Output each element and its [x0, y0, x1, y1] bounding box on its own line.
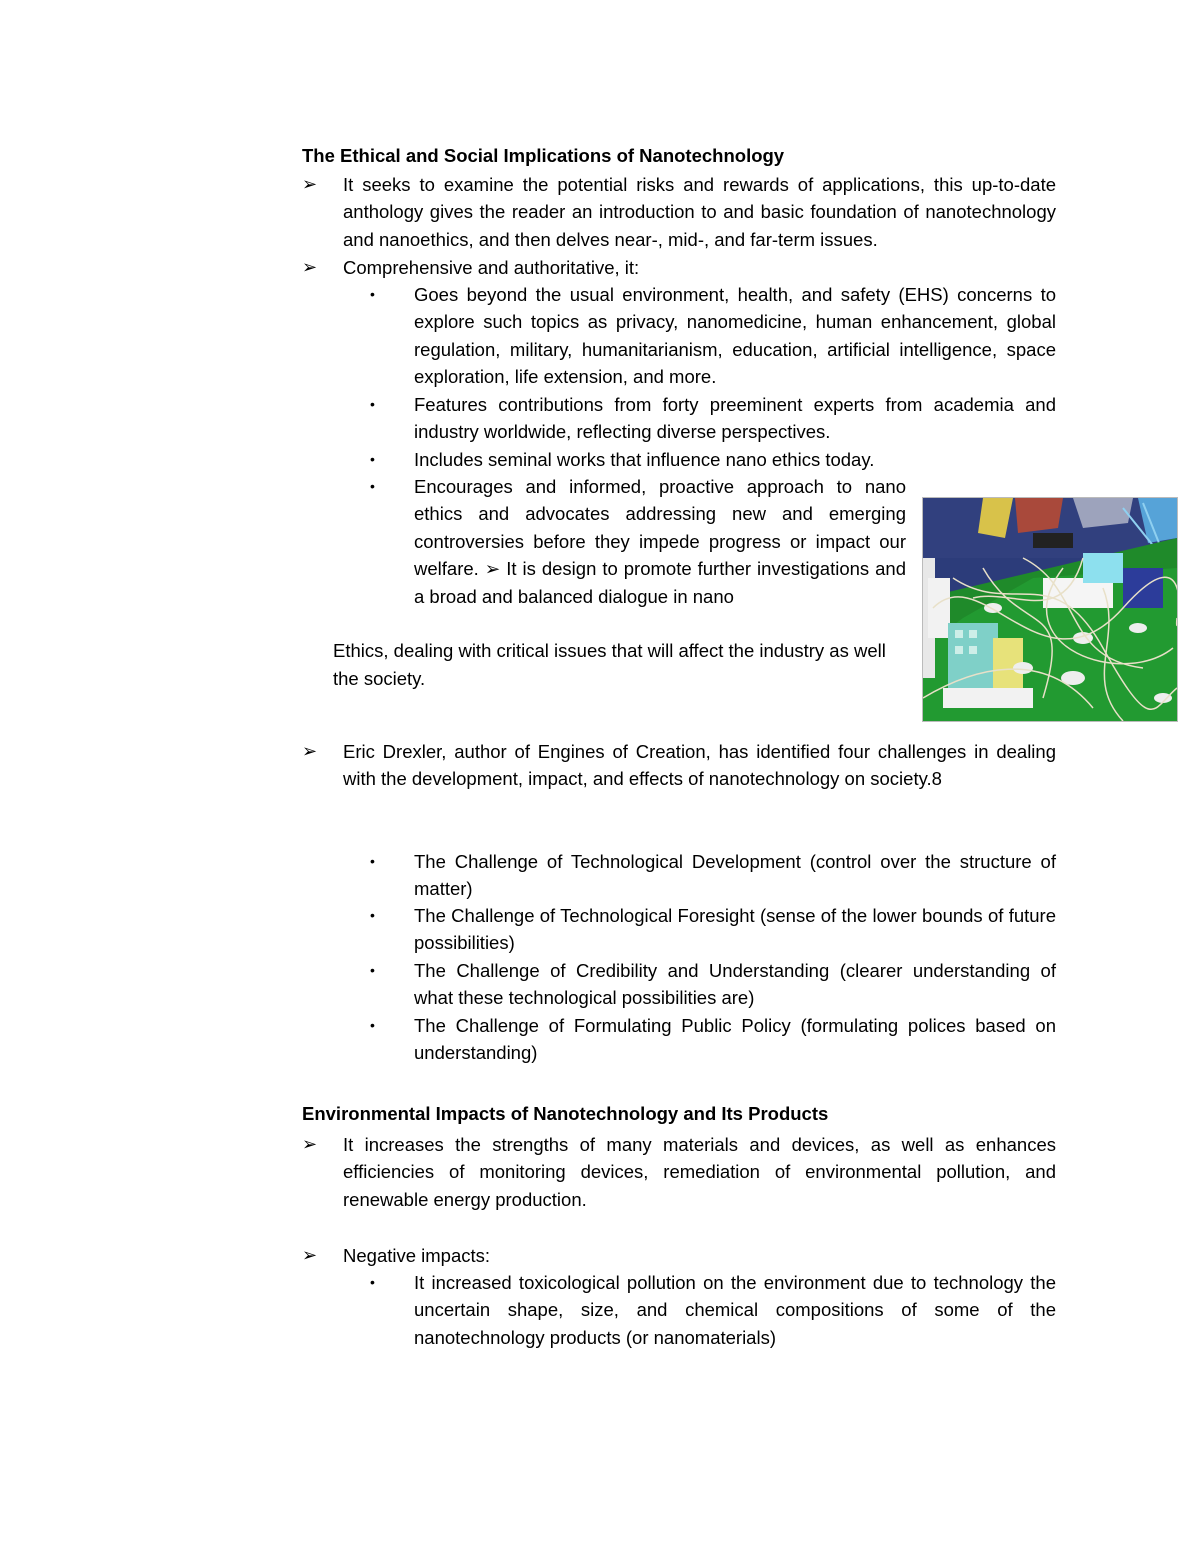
bullet-text: It increased toxicological pollution on the environment due to technology the uncertain shape, size, and chemical compositions of some of the nanotechnology products (or nanomaterials) — [414, 1272, 1056, 1348]
bullet-dot-icon: • — [370, 286, 375, 302]
bullet-list-item — [370, 848, 1056, 903]
arrow-bullet-icon: ➢ — [302, 257, 318, 277]
bullet-list-item — [370, 957, 1056, 1012]
paragraph-text: It increases the strengths of many materials and devices, as well as enhances efficiencies of monitoring devices, remediation of environmental pollution, and renewable energy production. — [343, 1134, 1056, 1210]
bullet-dot-icon: • — [370, 962, 375, 978]
arrow-bullet-icon: ➢ — [302, 741, 318, 761]
paragraph-text: Comprehensive and authoritative, it: — [343, 257, 640, 278]
bullet-dot-icon: • — [370, 1274, 375, 1290]
arrow-list-item — [302, 738, 1056, 793]
arrow-bullet-icon: ➢ — [302, 1245, 318, 1265]
continuation-text: Ethics, dealing with critical issues that will affect the industry as well the society. — [333, 640, 886, 689]
bullet-text: The Challenge of Credibility and Understanding (clearer understanding of what these technological possibilities are) — [414, 960, 1056, 1009]
section-heading-environmental: Environmental Impacts of Nanotechnology and Its Products — [302, 1103, 829, 1124]
arrow-bullet-icon: ➢ — [302, 1134, 318, 1154]
paragraph-text: Negative impacts: — [343, 1245, 491, 1266]
bullet-text: Features contributions from forty preeminent experts from academia and industry worldwide, reflecting diverse perspectives. — [414, 394, 1056, 443]
bullet-list-item — [370, 391, 1056, 446]
paragraph-text: It seeks to examine the potential risks and rewards of applications, this up-to-date anthology gives the reader an introduction to and basic foundation of nanotechnology and nanoethics, and then delves near-, mid-, and far-term issues. — [343, 174, 1056, 250]
bullet-list-item — [370, 1012, 1056, 1067]
arrow-list-item — [302, 254, 1056, 281]
bullet-list-item — [370, 446, 1056, 473]
bullet-dot-icon: • — [370, 396, 375, 412]
section-heading-ethics: The Ethical and Social Implications of Nanotechnology — [302, 145, 785, 166]
bullet-dot-icon: • — [370, 1017, 375, 1033]
paragraph-text: Eric Drexler, author of Engines of Creation, has identified four challenges in dealing with the development, impact, and effects of nanotechnology on society.8 — [343, 741, 1056, 790]
bullet-dot-icon: • — [370, 451, 375, 467]
bullet-text: Encourages and informed, proactive approach to nano ethics and advocates addressing new and emerging controversies before they impede progress or impact our welfare. ➢ It is design to promote further investigations and a broad and balanced dialogue in nano — [414, 476, 906, 607]
bullet-text: The Challenge of Technological Foresight (sense of the lower bounds of future possibilities) — [414, 905, 1056, 954]
bullet-dot-icon: • — [370, 907, 375, 923]
nanotech-city-model-image — [922, 497, 1178, 722]
bullet-text: Includes seminal works that influence nano ethics today. — [414, 449, 875, 470]
bullet-text: The Challenge of Technological Development (control over the structure of matter) — [414, 851, 1056, 900]
bullet-dot-icon: • — [370, 853, 375, 869]
bullet-text: Goes beyond the usual environment, health, and safety (EHS) concerns to explore such topics as privacy, nanomedicine, human enhancement, global regulation, military, humanitarianism, education, artificial intelligence, space exploration, life extension, and more. — [414, 284, 1056, 388]
bullet-list-item — [370, 281, 1056, 391]
arrow-list-item — [302, 1131, 1056, 1213]
bullet-list-item — [370, 473, 906, 610]
arrow-list-item — [302, 171, 1056, 253]
bullet-dot-icon: • — [370, 478, 375, 494]
bullet-text: The Challenge of Formulating Public Policy (formulating polices based on understanding) — [414, 1015, 1056, 1064]
bullet-list-item — [370, 902, 1056, 957]
bullet-list-item — [370, 1269, 1056, 1351]
arrow-list-item — [302, 1242, 1056, 1269]
arrow-bullet-icon: ➢ — [302, 174, 318, 194]
